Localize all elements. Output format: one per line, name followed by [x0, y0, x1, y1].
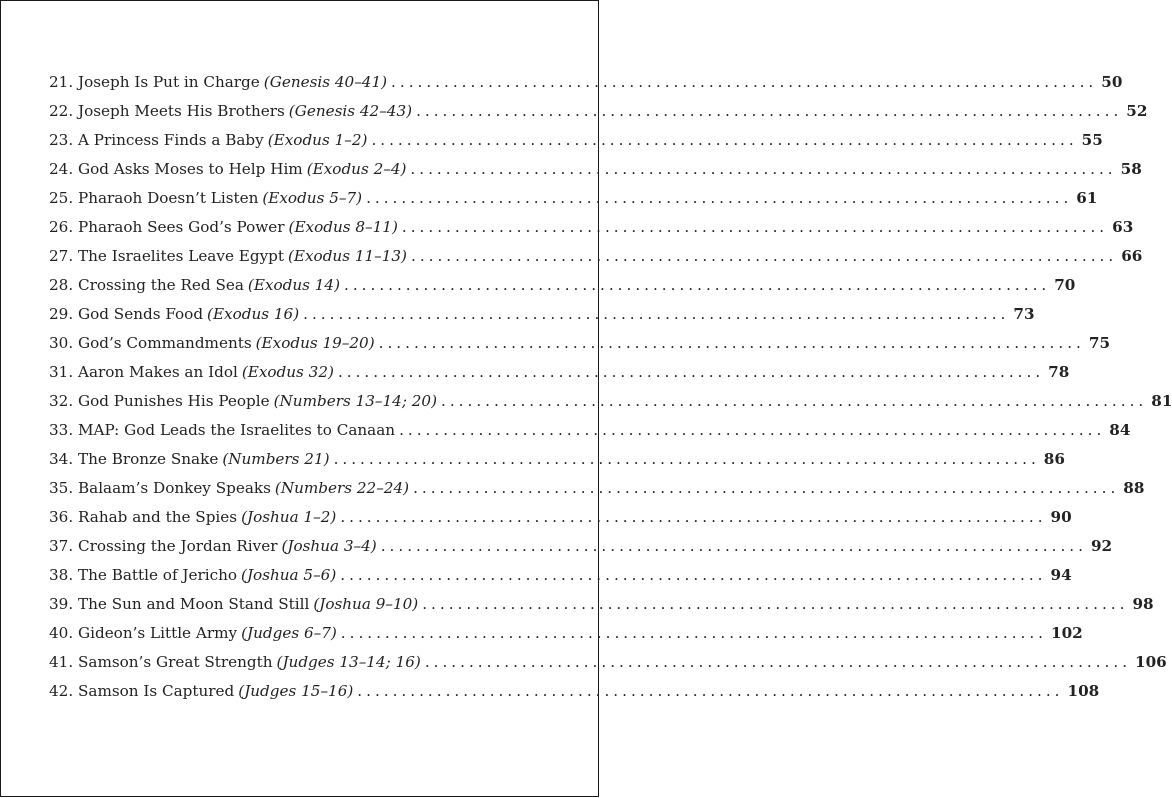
toc-entry-page-number: 66 [1121, 247, 1143, 265]
toc-entry-title: 26. Pharaoh Sees God’s Power [49, 218, 285, 236]
dot-leader: ................................................................................ [399, 421, 1106, 439]
dot-leader: ................................................................................ [441, 392, 1148, 410]
toc-entry [49, 421, 1131, 450]
toc-entry [49, 334, 1111, 363]
toc-entry [49, 305, 1035, 334]
toc-entry-page-number: 70 [1054, 276, 1076, 294]
dot-leader: ................................................................................ [422, 595, 1129, 613]
toc-entry [49, 624, 1083, 653]
toc-entry-page-number: 73 [1013, 305, 1035, 323]
toc-entry-scripture-ref: (Exodus 1–2) [267, 131, 368, 149]
toc-entry-title: 25. Pharaoh Doesn’t Listen [49, 189, 259, 207]
dot-leader: ................................................................................ [337, 363, 1045, 381]
toc-entry-title: 31. Aaron Makes an Idol [49, 363, 238, 381]
toc-entry-page-number: 84 [1109, 421, 1131, 439]
dot-leader: ................................................................................ [391, 73, 1098, 91]
toc-entry-scripture-ref: (Joshua 3–4) [281, 537, 377, 555]
toc-entry-title: 38. The Battle of Jericho [49, 566, 238, 584]
toc-entry-scripture-ref: (Exodus 2–4) [306, 160, 407, 178]
toc-entry [49, 682, 1100, 711]
dot-leader: ................................................................................ [416, 102, 1123, 120]
toc-entry-scripture-ref: (Joshua 5–6) [241, 566, 337, 584]
toc-entry-title: 30. God’s Commandments [49, 334, 252, 352]
toc-entry [49, 392, 1172, 421]
toc-entry [49, 73, 1123, 102]
toc-entry [49, 131, 1103, 160]
toc-entry-scripture-ref: (Judges 15–16) [238, 682, 354, 700]
toc-entry [49, 566, 1072, 595]
toc-entry-page-number: 86 [1043, 450, 1065, 468]
toc-entry-scripture-ref: (Genesis 42–43) [288, 102, 413, 120]
toc-entry-title: 27. The Israelites Leave Egypt [49, 247, 284, 265]
toc-entry-scripture-ref: (Numbers 13–14; 20) [273, 392, 438, 410]
toc-entry-title: 22. Joseph Meets His Brothers [49, 102, 285, 120]
toc-entry-page-number: 94 [1050, 566, 1072, 584]
toc-entry-title: 32. God Punishes His People [49, 392, 270, 410]
toc-entry-scripture-ref: (Judges 6–7) [241, 624, 337, 642]
toc-entry-page-number: 92 [1090, 537, 1113, 555]
toc-entry-title: 37. Crossing the Jordan River [49, 537, 278, 555]
toc-entry-scripture-ref: (Exodus 5–7) [262, 189, 363, 207]
toc-entry-title: 39. The Sun and Moon Stand Still [49, 595, 310, 613]
toc-entry [49, 479, 1145, 508]
toc-entry-title: 40. Gideon’s Little Army [49, 624, 238, 642]
toc-entry [49, 595, 1154, 624]
dot-leader: ................................................................................ [410, 160, 1117, 178]
toc-entry-scripture-ref: (Exodus 19–20) [255, 334, 375, 352]
dot-leader: ................................................................................ [366, 189, 1073, 207]
dot-leader: ................................................................................ [371, 131, 1078, 149]
toc-entry-title: 41. Samson’s Great Strength [49, 653, 273, 671]
dot-leader: ................................................................................ [411, 247, 1118, 265]
toc-entry-page-number: 90 [1050, 508, 1072, 526]
toc-entry-page-number: 88 [1123, 479, 1145, 497]
toc-entry-scripture-ref: (Joshua 1–2) [241, 508, 337, 526]
toc-entry-title: 42. Samson Is Captured [49, 682, 235, 700]
toc-entry [49, 218, 1134, 247]
toc-entry-page-number: 55 [1081, 131, 1103, 149]
toc-entry [49, 363, 1070, 392]
toc-entry-page-number: 52 [1126, 102, 1148, 120]
toc-entry-page-number: 81 [1151, 392, 1172, 410]
toc-entry-scripture-ref: (Numbers 22–24) [274, 479, 410, 497]
toc-entry [49, 189, 1098, 218]
dot-leader: ................................................................................ [357, 682, 1064, 700]
toc-entry [49, 247, 1143, 276]
dot-leader: ................................................................................ [344, 276, 1051, 294]
toc-entry [49, 160, 1142, 189]
toc-entry-scripture-ref: (Genesis 40–41) [263, 73, 388, 91]
toc-entry-title: 23. A Princess Finds a Baby [49, 131, 264, 149]
toc-entry [49, 276, 1076, 305]
toc-entry [49, 450, 1065, 479]
dot-leader: ................................................................................ [378, 334, 1085, 352]
toc-entry-page-number: 78 [1048, 363, 1070, 381]
toc-entry-scripture-ref: (Judges 13–14; 16) [276, 653, 421, 671]
toc-entry-scripture-ref: (Exodus 32) [241, 363, 334, 381]
dot-leader: ................................................................................ [340, 624, 1048, 642]
dot-leader: ................................................................................ [424, 653, 1132, 671]
toc-entry-scripture-ref: (Exodus 14) [247, 276, 341, 294]
dot-leader: ................................................................................ [380, 537, 1087, 555]
toc-entry-scripture-ref: (Exodus 8–11) [288, 218, 398, 236]
dot-leader: ................................................................................ [340, 508, 1047, 526]
toc-entry-scripture-ref: (Exodus 16) [207, 305, 300, 323]
dot-leader: ................................................................................ [401, 218, 1109, 236]
table-of-contents [49, 73, 1172, 711]
toc-entry-title: 24. God Asks Moses to Help Him [49, 160, 303, 178]
toc-entry-page-number: 106 [1135, 653, 1167, 671]
toc-entry-page-number: 58 [1120, 160, 1142, 178]
dot-leader: ................................................................................ [413, 479, 1120, 497]
dot-leader: ................................................................................ [340, 566, 1047, 584]
dot-leader: ................................................................................ [333, 450, 1040, 468]
toc-entry-page-number: 108 [1067, 682, 1100, 700]
toc-entry-title: 36. Rahab and the Spies [49, 508, 238, 526]
toc-entry-page-number: 63 [1112, 218, 1134, 236]
toc-entry [49, 102, 1148, 131]
toc-entry-page-number: 102 [1051, 624, 1083, 642]
toc-entry-page-number: 98 [1132, 595, 1154, 613]
toc-entry-scripture-ref: (Joshua 9–10) [313, 595, 419, 613]
toc-entry-page-number: 75 [1088, 334, 1111, 352]
toc-entry [49, 537, 1113, 566]
toc-entry-page-number: 61 [1076, 189, 1098, 207]
toc-entry-scripture-ref: (Numbers 21) [222, 450, 330, 468]
toc-entry-title: 35. Balaam’s Donkey Speaks [49, 479, 271, 497]
toc-entry-title: 28. Crossing the Red Sea [49, 276, 244, 294]
toc-entry-title: 29. God Sends Food [49, 305, 204, 323]
toc-entry-title: 21. Joseph Is Put in Charge [49, 73, 260, 91]
toc-entry [49, 653, 1167, 682]
toc-entry-page-number: 50 [1101, 73, 1123, 91]
toc-entry-title: 34. The Bronze Snake [49, 450, 219, 468]
toc-entry [49, 508, 1072, 537]
dot-leader: ................................................................................ [303, 305, 1010, 323]
toc-entry-title: 33. MAP: God Leads the Israelites to Canaan [49, 421, 396, 439]
toc-entry-scripture-ref: (Exodus 11–13) [287, 247, 407, 265]
